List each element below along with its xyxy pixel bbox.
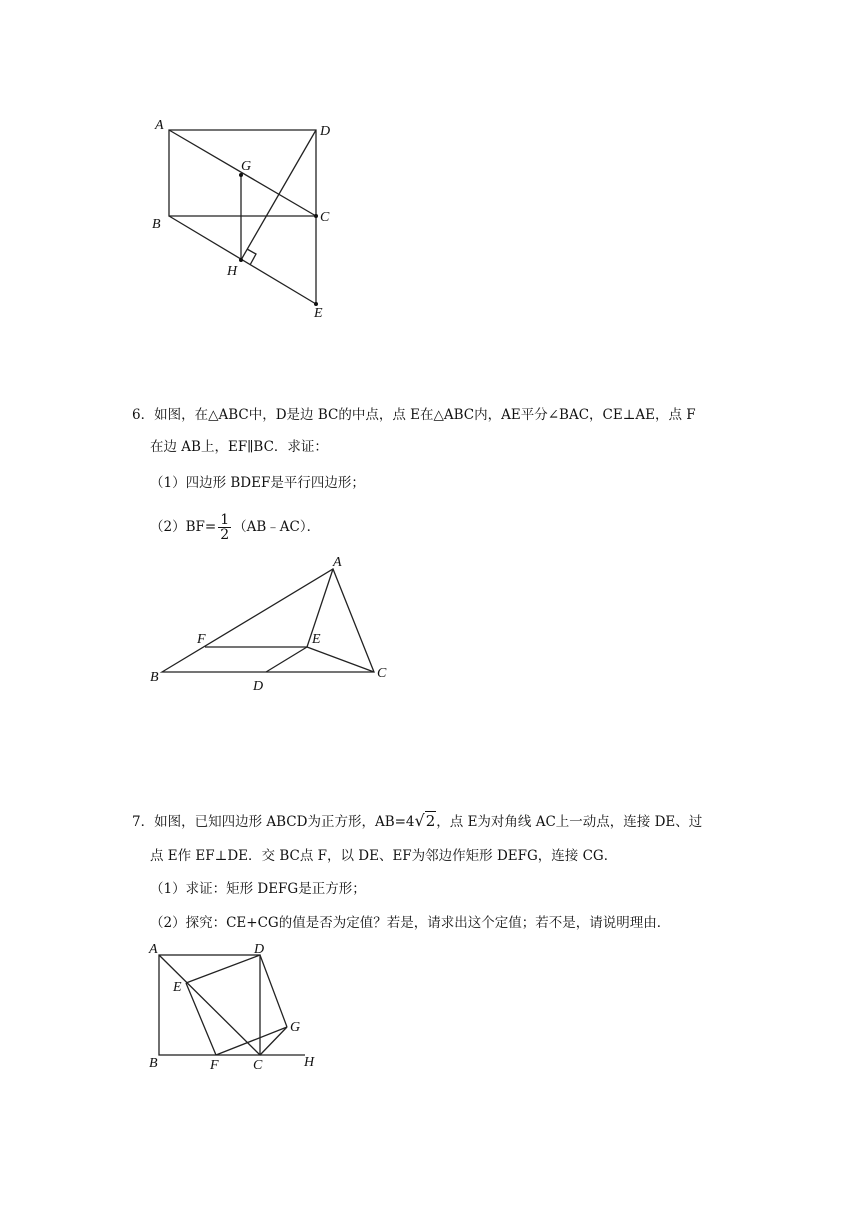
q6-part2-prefix: （2）BF= bbox=[150, 519, 217, 535]
q7-line1-prefix: 7．如图，已知四边形 ABCD为正方形，AB=4 bbox=[132, 814, 415, 830]
q7-part1: （1）求证：矩形 DEFG是正方形； bbox=[150, 881, 366, 897]
q7-line2: 点 E作 EF⊥DE．交 BC点 F，以 DE、EF为邻边作矩形 DEFG，连接 CG． bbox=[150, 848, 618, 864]
label-d: D bbox=[254, 942, 265, 957]
triangle-abc bbox=[162, 569, 374, 672]
label-g: G bbox=[241, 159, 252, 174]
segment-de bbox=[186, 955, 260, 983]
q6-part2 bbox=[150, 512, 320, 542]
label-f: F bbox=[197, 632, 206, 647]
point-h bbox=[239, 258, 243, 262]
segment-ec bbox=[307, 647, 374, 672]
segment-de bbox=[266, 647, 307, 672]
figure-q7 bbox=[159, 955, 305, 1055]
right-angle-mark bbox=[247, 249, 256, 265]
label-a: A bbox=[155, 118, 164, 133]
label-b: B bbox=[150, 670, 159, 685]
q7-line1-suffix: ，点 E为对角线 AC上一动点，连接 DE、过 bbox=[436, 814, 703, 830]
label-f: F bbox=[210, 1058, 219, 1073]
fraction-denominator: 2 bbox=[220, 527, 230, 543]
q7-line1 bbox=[132, 811, 702, 832]
label-b: B bbox=[149, 1056, 158, 1071]
segment-fg bbox=[216, 1027, 287, 1055]
label-d: D bbox=[253, 679, 264, 694]
label-b: B bbox=[152, 217, 161, 232]
segment-cg bbox=[260, 1027, 287, 1055]
q6-line2: 在边 AB上，EF∥BC．求证： bbox=[150, 439, 328, 455]
label-d: D bbox=[320, 124, 331, 139]
q7-part2: （2）探究：CE+CG的值是否为定值？若是，请求出这个定值；若不是，请说明理由． bbox=[150, 915, 671, 931]
label-e: E bbox=[312, 632, 321, 647]
sqrt-sign: √ bbox=[414, 811, 425, 830]
label-a: A bbox=[149, 942, 158, 957]
label-h: H bbox=[304, 1055, 315, 1070]
segment-ef bbox=[186, 983, 216, 1055]
figure-q5-lines bbox=[169, 130, 318, 306]
q6-part1: （1）四边形 BDEF是平行四边形； bbox=[150, 475, 365, 491]
label-c: C bbox=[320, 210, 330, 225]
fraction-numerator: 1 bbox=[220, 512, 230, 528]
point-c bbox=[314, 214, 318, 218]
figure-q6 bbox=[162, 569, 374, 672]
label-c: C bbox=[377, 666, 387, 681]
sqrt-radicand: 2 bbox=[425, 812, 436, 830]
q6-line1: 6．如图，在△ABC中，D是边 BC的中点，点 E在△ABC内，AE平分∠BAC，CE⊥AE，点 F bbox=[132, 407, 696, 423]
label-h: H bbox=[227, 264, 238, 279]
segment-dg bbox=[260, 955, 287, 1027]
label-g: G bbox=[290, 1020, 301, 1035]
label-a: A bbox=[333, 555, 342, 570]
q6-part2-suffix: （AB﹣AC）． bbox=[233, 519, 321, 535]
label-e: E bbox=[314, 306, 323, 321]
fraction-half bbox=[218, 513, 231, 542]
label-e: E bbox=[173, 980, 182, 995]
label-c: C bbox=[253, 1058, 263, 1073]
segment-dh bbox=[241, 130, 316, 260]
